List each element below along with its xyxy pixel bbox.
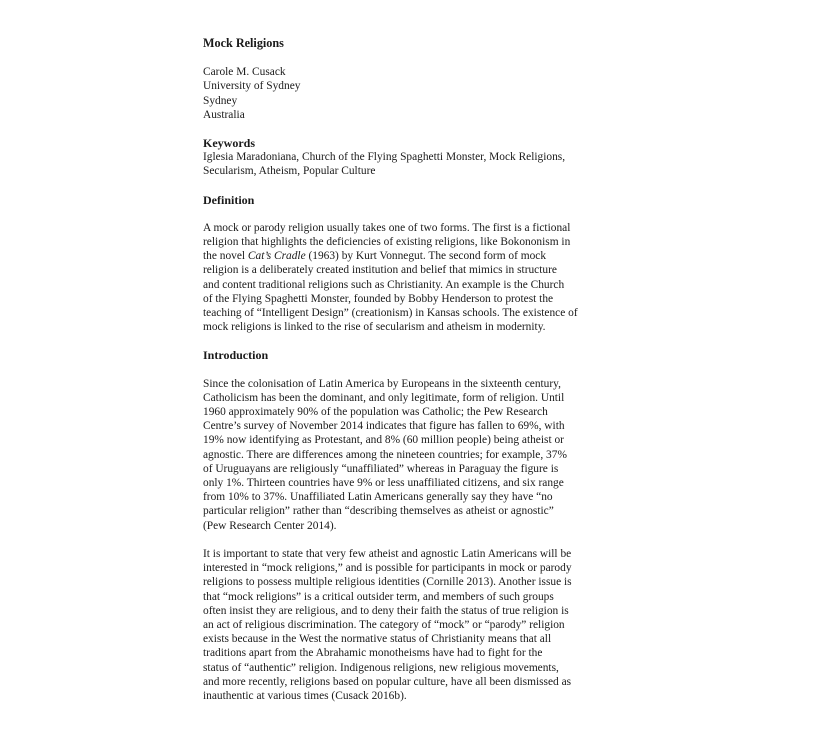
paragraph-line: that “mock religions” is a critical outsider term, and members of such groups bbox=[203, 590, 554, 603]
keywords-block bbox=[203, 136, 623, 179]
paragraph-line: an act of religious discrimination. The category of “mock” or “parody” religion bbox=[203, 618, 565, 631]
paragraph-line: of the Flying Spaghetti Monster, founded by Bobby Henderson to protest the bbox=[203, 292, 554, 305]
definition-paragraph bbox=[203, 221, 623, 335]
author-name: Carole M. Cusack bbox=[203, 66, 286, 79]
introduction-paragraph-2 bbox=[203, 547, 623, 703]
keywords-line: Secularism, Atheism, Popular Culture bbox=[203, 165, 376, 178]
document-title: Mock Religions bbox=[203, 36, 284, 50]
paragraph-line: (Pew Research Center 2014). bbox=[203, 519, 337, 532]
text-run: the novel bbox=[203, 250, 248, 263]
paragraph-line: only 1%. Thirteen countries have 9% or less unaffiliated citizens, and six range bbox=[203, 477, 564, 490]
paragraph-line: exists because in the West the normative status of Christianity means that all bbox=[203, 633, 552, 646]
paragraph-line: Since the colonisation of Latin America by Europeans in the sixteenth century, bbox=[203, 377, 561, 390]
paragraph-line: teaching of “Intelligent Design” (creationism) in Kansas schools. The existence of bbox=[203, 307, 578, 320]
text-run: (1963) by Kurt Vonnegut. The second form of mock bbox=[305, 250, 547, 263]
paragraph-line bbox=[203, 249, 623, 263]
author-country: Australia bbox=[203, 108, 245, 121]
paragraph-line: traditions apart from the Abrahamic monotheisms have had to fight for the bbox=[203, 647, 543, 660]
paragraph-line: particular religion” rather than “describing themselves as atheist or agnostic” bbox=[203, 505, 554, 518]
keywords-line: Iglesia Maradoniana, Church of the Flying Spaghetti Monster, Mock Religions, bbox=[203, 151, 566, 164]
keywords-heading: Keywords bbox=[203, 136, 255, 151]
paragraph-line: from 10% to 37%. Unaffiliated Latin Americans generally say they have “no bbox=[203, 491, 553, 504]
author-affiliation: University of Sydney bbox=[203, 80, 301, 93]
paragraph-line: and content traditional religions such as Christianity. An example is the Church bbox=[203, 278, 565, 291]
introduction-heading: Introduction bbox=[203, 348, 269, 363]
paragraph-line: of Uruguayans are religiously “unaffiliated” whereas in Paraguay the figure is bbox=[203, 462, 559, 475]
paragraph-line: Catholicism has been the dominant, and only legitimate, form of religion. Until bbox=[203, 391, 565, 404]
paragraph-line: inauthentic at various times (Cusack 2016b). bbox=[203, 689, 407, 702]
paragraph-line: status of “authentic” religion. Indigenous religions, new religious movements, bbox=[203, 661, 559, 674]
paragraph-line: religions to possess multiple religious identities (Cornille 2013). Another issue is bbox=[203, 576, 572, 589]
paragraph-line: interested in “mock religions,” and is possible for participants in mock or parody bbox=[203, 562, 572, 575]
paragraph-line: It is important to state that very few atheist and agnostic Latin Americans will be bbox=[203, 547, 572, 560]
paragraph-line: 19% now identifying as Protestant, and 8% (60 million people) being atheist or bbox=[203, 434, 564, 447]
paragraph-line: often insist they are religious, and to deny their faith the status of true religion is bbox=[203, 604, 569, 617]
author-block bbox=[203, 65, 623, 122]
introduction-paragraph-1 bbox=[203, 377, 623, 533]
paragraph-line: religion that highlights the deficiencies of existing religions, like Bokononism in bbox=[203, 236, 571, 249]
book-title: Cat’s Cradle bbox=[247, 250, 306, 263]
paragraph-line: religion is a deliberately created institution and belief that mimics in structure bbox=[203, 264, 557, 277]
document-body bbox=[203, 36, 623, 717]
paragraph-line: agnostic. There are differences among the nineteen countries; for example, 37% bbox=[203, 448, 567, 461]
paragraph-line: A mock or parody religion usually takes one of two forms. The first is a fictional bbox=[203, 221, 571, 234]
paragraph-line: and more recently, religions based on popular culture, have all been dismissed as bbox=[203, 675, 572, 688]
paragraph-line: mock religions is linked to the rise of secularism and atheism in modernity. bbox=[203, 321, 546, 334]
paragraph-line: Centre’s survey of November 2014 indicates that figure has fallen to 69%, with bbox=[203, 420, 565, 433]
author-city: Sydney bbox=[203, 94, 238, 107]
paragraph-line: 1960 approximately 90% of the population was Catholic; the Pew Research bbox=[203, 406, 548, 419]
definition-heading: Definition bbox=[203, 192, 255, 207]
